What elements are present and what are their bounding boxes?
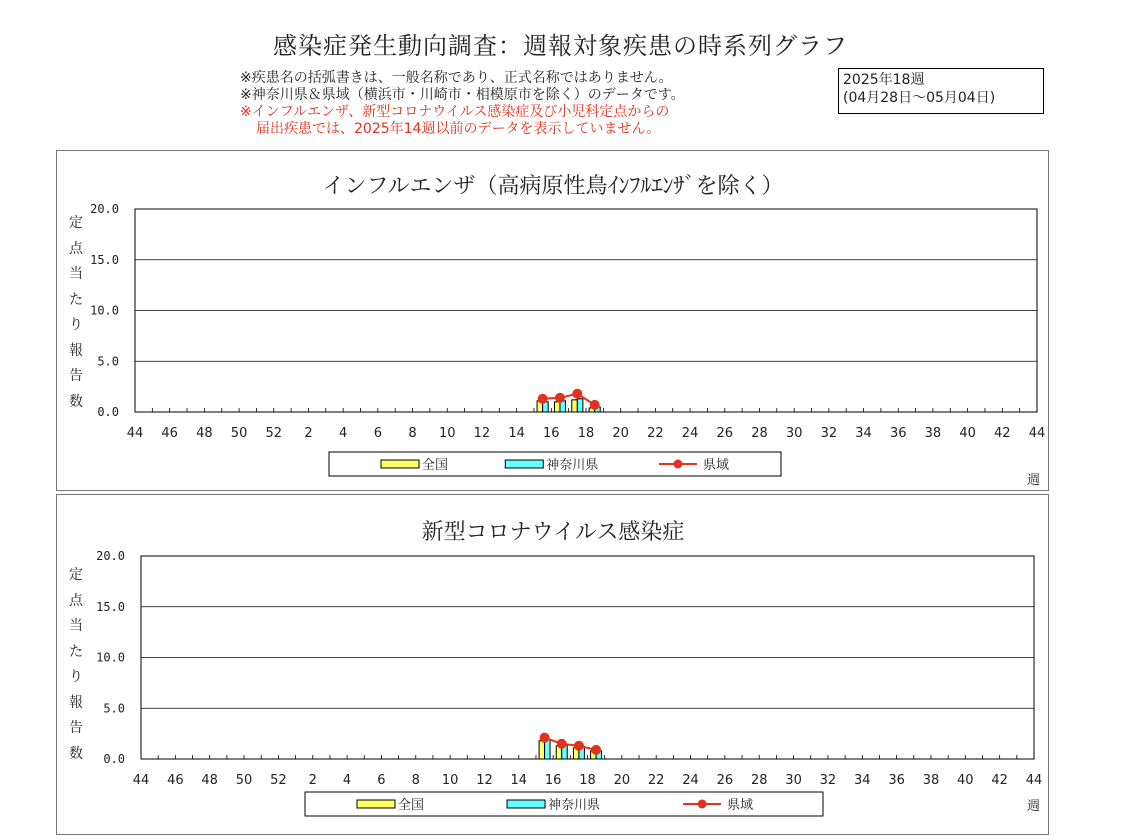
bar-全国	[539, 741, 544, 759]
legend-swatch-zenkoku	[357, 800, 395, 808]
chart-influenza	[57, 151, 1050, 492]
y-tick-label: 0.0	[97, 405, 119, 419]
x-tick-label: 28	[750, 773, 768, 788]
x-tick-label: 36	[889, 426, 907, 441]
notes	[240, 70, 685, 138]
point-kenniki	[572, 389, 582, 399]
x-tick-label: 14	[510, 773, 528, 788]
x-tick-label: 42	[991, 773, 1008, 788]
x-tick-label: 26	[716, 773, 734, 788]
point-kenniki	[555, 393, 565, 403]
y-tick-label: 0.0	[103, 752, 125, 766]
x-tick-label: 26	[716, 426, 734, 441]
x-tick-label: 44	[1025, 773, 1043, 788]
y-axis-label: 定点当たり報告数	[69, 215, 83, 410]
week-box	[838, 68, 1044, 114]
x-tick-label: 40	[957, 773, 974, 788]
x-tick-label: 44	[132, 773, 150, 788]
chart-title: 新型コロナウイルス感染症	[421, 520, 685, 545]
x-tick-label: 4	[342, 773, 352, 788]
x-tick-label: 4	[339, 426, 348, 441]
x-tick-label: 48	[196, 426, 213, 441]
x-tick-label: 14	[508, 426, 525, 441]
legend-marker-kenniki	[673, 460, 682, 469]
x-tick-label: 2	[304, 426, 313, 441]
x-tick-label: 16	[544, 773, 562, 788]
x-tick-label: 38	[922, 773, 940, 788]
week-range: (04月28日～05月04日)	[843, 90, 996, 106]
x-tick-label: 30	[785, 426, 803, 441]
bar-全国	[572, 400, 578, 412]
y-tick-label: 20.0	[90, 202, 119, 216]
x-tick-label: 44	[1028, 426, 1046, 441]
x-tick-label: 24	[681, 426, 699, 441]
x-tick-label: 24	[682, 773, 699, 788]
x-tick-label: 20	[612, 426, 629, 441]
legend-swatch-kanagawa	[507, 800, 545, 808]
y-axis-label: 定点当たり報告数	[69, 567, 83, 762]
x-tick-label: 34	[853, 773, 871, 788]
y-tick-label: 15.0	[90, 252, 119, 267]
x-tick-label: 2	[308, 773, 317, 788]
legend-marker-kenniki	[698, 800, 707, 809]
chart-covid	[57, 495, 1050, 836]
point-kenniki	[591, 745, 601, 755]
chart-panel-influenza	[56, 150, 1049, 491]
x-tick-label: 40	[959, 426, 976, 441]
y-tick-label: 10.0	[96, 650, 125, 665]
x-tick-label: 38	[924, 426, 942, 441]
legend-label-zenkoku: 全国	[422, 458, 449, 473]
x-tick-label: 46	[167, 773, 184, 788]
x-tick-label: 20	[613, 773, 631, 788]
x-tick-label: 50	[230, 426, 248, 441]
x-tick-label: 42	[994, 426, 1011, 441]
point-kenniki	[574, 741, 584, 751]
x-tick-label: 10	[441, 773, 459, 788]
legend-label-zenkoku: 全国	[398, 798, 425, 813]
x-tick-label: 18	[577, 426, 595, 441]
point-kenniki	[590, 400, 600, 410]
chart-panel-covid	[56, 494, 1049, 835]
x-tick-label: 52	[265, 426, 283, 441]
x-tick-label: 6	[377, 773, 386, 788]
x-tick-label: 22	[647, 773, 665, 788]
note-line: ※神奈川県＆県域（横浜市・川崎市・相模原市を除く）のデータです。	[240, 87, 685, 103]
point-kenniki	[557, 739, 567, 749]
bar-神奈川県	[577, 399, 583, 412]
x-tick-label: 16	[543, 426, 560, 441]
x-tick-label: 36	[888, 773, 905, 788]
point-kenniki	[540, 733, 550, 743]
x-tick-label: 8	[408, 426, 417, 441]
x-tick-label: 8	[411, 773, 420, 788]
y-tick-label: 5.0	[103, 701, 125, 716]
x-tick-label: 50	[235, 773, 253, 788]
x-tick-label: 22	[647, 426, 664, 441]
x-tick-label: 52	[270, 773, 287, 788]
page-title: 感染症発生動向調査：週報対象疾患の時系列グラフ	[273, 32, 848, 60]
y-tick-label: 15.0	[96, 599, 125, 614]
legend-label-kanagawa: 神奈川県	[548, 798, 601, 813]
legend-swatch-zenkoku	[381, 460, 419, 468]
x-axis-label: 週	[1026, 473, 1040, 488]
x-tick-label: 30	[785, 773, 802, 788]
y-tick-label: 10.0	[90, 303, 119, 318]
legend-label-kenniki: 県域	[727, 798, 754, 813]
x-tick-label: 6	[373, 426, 382, 441]
x-tick-label: 44	[126, 426, 144, 441]
red-note-line: 届出疾患では、2025年14週以前のデータを表示していません。	[256, 121, 661, 137]
x-tick-label: 34	[855, 426, 872, 441]
x-axis-label: 週	[1026, 799, 1040, 814]
x-tick-label: 12	[476, 773, 493, 788]
bar-全国	[554, 402, 560, 412]
x-tick-label: 12	[473, 426, 491, 441]
x-tick-label: 18	[579, 773, 596, 788]
x-tick-label: 46	[161, 426, 178, 441]
red-note-line: ※インフルエンザ、新型コロナウイルス感染症及び小児科定点からの	[240, 104, 670, 120]
x-tick-label: 10	[438, 426, 456, 441]
x-tick-label: 48	[201, 773, 218, 788]
chart-title: インフルエンザ（高病原性鳥ｲﾝﾌﾙｴﾝｻﾞを除く）	[322, 174, 784, 199]
x-tick-label: 32	[820, 426, 838, 441]
point-kenniki	[538, 394, 548, 404]
week-number: 2025年18週	[843, 72, 925, 88]
y-tick-label: 5.0	[97, 354, 119, 369]
y-tick-label: 20.0	[96, 549, 125, 563]
x-tick-label: 32	[819, 773, 837, 788]
note-line: ※疾患名の括弧書きは、一般名称であり、正式名称ではありません。	[240, 70, 673, 86]
legend-label-kenniki: 県域	[702, 458, 729, 473]
x-tick-label: 28	[751, 426, 768, 441]
legend-swatch-kanagawa	[505, 460, 543, 468]
legend-label-kanagawa: 神奈川県	[546, 458, 599, 473]
